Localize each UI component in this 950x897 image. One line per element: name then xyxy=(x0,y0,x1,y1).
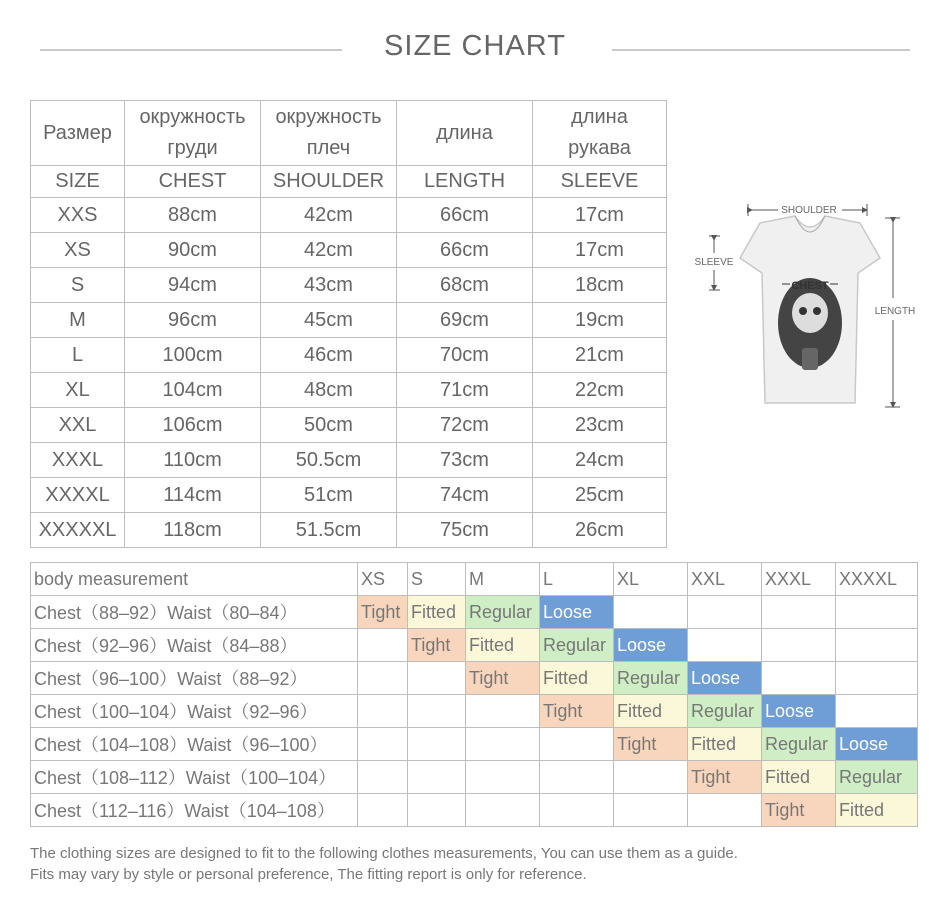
size-cell: 42cm xyxy=(261,233,397,268)
fit-cell xyxy=(466,794,540,827)
size-cell: 43cm xyxy=(261,268,397,303)
size-cell: 17cm xyxy=(533,233,667,268)
size-cell: 66cm xyxy=(397,198,533,233)
size-row xyxy=(31,443,667,478)
fit-cell: Tight xyxy=(408,629,466,662)
fit-cell xyxy=(408,695,466,728)
fit-header-6: XXL xyxy=(688,563,762,596)
size-cell: 90cm xyxy=(125,233,261,268)
size-cell: 18cm xyxy=(533,268,667,303)
sleeve-label: SLEEVE xyxy=(694,257,734,268)
fit-row xyxy=(31,596,918,629)
fit-row xyxy=(31,695,918,728)
size-header-ru-1 xyxy=(125,101,261,166)
size-cell: 110cm xyxy=(125,443,261,478)
fit-cell xyxy=(614,596,688,629)
fit-cell: Loose xyxy=(688,662,762,695)
size-cell: 51cm xyxy=(261,478,397,513)
size-cell: 88cm xyxy=(125,198,261,233)
fit-cell xyxy=(836,629,918,662)
fit-row xyxy=(31,629,918,662)
size-cell: 50.5cm xyxy=(261,443,397,478)
fit-cell: Fitted xyxy=(466,629,540,662)
fit-cell xyxy=(836,596,918,629)
size-row xyxy=(31,373,667,408)
size-cell: 45cm xyxy=(261,303,397,338)
fit-header-8: XXXXL xyxy=(836,563,918,596)
size-cell: 70cm xyxy=(397,338,533,373)
size-header-ru-line: плеч xyxy=(306,137,351,159)
fit-cell xyxy=(408,794,466,827)
size-table xyxy=(30,100,667,548)
size-header-ru-line: окружность xyxy=(275,106,382,128)
fit-cell: Fitted xyxy=(614,695,688,728)
fit-cell: Fitted xyxy=(836,794,918,827)
size-cell: 24cm xyxy=(533,443,667,478)
fit-row xyxy=(31,662,918,695)
fit-cell: Tight xyxy=(762,794,836,827)
size-cell: 42cm xyxy=(261,198,397,233)
note-line-1: The clothing sizes are designed to fit to the following clothes measurements, You can use them as a guide. xyxy=(30,845,738,862)
fit-cell xyxy=(688,629,762,662)
size-row xyxy=(31,408,667,443)
fit-cell: Regular xyxy=(466,596,540,629)
size-cell: 25cm xyxy=(533,478,667,513)
fit-cell xyxy=(408,662,466,695)
fit-cell xyxy=(614,761,688,794)
size-row xyxy=(31,478,667,513)
size-row xyxy=(31,198,667,233)
size-cell: L xyxy=(31,338,125,373)
size-row xyxy=(31,268,667,303)
size-cell: 118cm xyxy=(125,513,261,548)
fit-row-label: Chest（92–96）Waist（84–88） xyxy=(31,629,358,662)
fit-header-7: XXXL xyxy=(762,563,836,596)
fit-cell xyxy=(762,662,836,695)
size-row xyxy=(31,338,667,373)
fit-cell: Loose xyxy=(836,728,918,761)
size-cell: 69cm xyxy=(397,303,533,338)
fit-header-5: XL xyxy=(614,563,688,596)
size-cell: 104cm xyxy=(125,373,261,408)
size-row xyxy=(31,513,667,548)
fit-cell: Fitted xyxy=(540,662,614,695)
shoulder-label: SHOULDER xyxy=(781,205,837,216)
size-cell: 94cm xyxy=(125,268,261,303)
size-header-ru-line: длина xyxy=(436,121,493,144)
size-cell: 71cm xyxy=(397,373,533,408)
fit-row xyxy=(31,728,918,761)
fit-row xyxy=(31,794,918,827)
size-header-ru-4 xyxy=(533,101,667,166)
fit-header-3: M xyxy=(466,563,540,596)
fit-header-0: body measurement xyxy=(31,563,358,596)
fit-cell xyxy=(466,761,540,794)
fit-row-label: Chest（96–100）Waist（88–92） xyxy=(31,662,358,695)
size-header-ru-2 xyxy=(261,101,397,166)
fit-row-label: Chest（88–92）Waist（80–84） xyxy=(31,596,358,629)
fit-cell xyxy=(466,695,540,728)
fit-cell: Tight xyxy=(358,596,408,629)
fit-cell: Tight xyxy=(688,761,762,794)
size-cell: S xyxy=(31,268,125,303)
fit-cell xyxy=(540,728,614,761)
size-cell: 48cm xyxy=(261,373,397,408)
fit-cell xyxy=(358,629,408,662)
size-cell: 72cm xyxy=(397,408,533,443)
fit-cell xyxy=(408,761,466,794)
fit-table xyxy=(30,562,918,827)
fit-cell xyxy=(358,794,408,827)
size-cell: 46cm xyxy=(261,338,397,373)
size-cell: M xyxy=(31,303,125,338)
size-header-ru-line: окружность xyxy=(139,106,246,128)
size-cell: 75cm xyxy=(397,513,533,548)
fit-cell: Loose xyxy=(614,629,688,662)
size-cell: XXXXXL xyxy=(31,513,125,548)
fit-cell: Fitted xyxy=(408,596,466,629)
length-label: LENGTH xyxy=(874,306,916,317)
size-cell: 26cm xyxy=(533,513,667,548)
fit-cell xyxy=(836,695,918,728)
fit-header-1: XS xyxy=(358,563,408,596)
fit-cell xyxy=(358,695,408,728)
size-header-en-0: SIZE xyxy=(31,166,125,198)
fit-cell xyxy=(466,728,540,761)
fit-cell: Loose xyxy=(540,596,614,629)
size-cell: XXXXL xyxy=(31,478,125,513)
size-cell: 74cm xyxy=(397,478,533,513)
size-header-ru-0 xyxy=(31,101,125,166)
fit-cell: Regular xyxy=(540,629,614,662)
fit-row-label: Chest（104–108）Waist（96–100） xyxy=(31,728,358,761)
fit-row-label: Chest（100–104）Waist（92–96） xyxy=(31,695,358,728)
size-cell: 50cm xyxy=(261,408,397,443)
page-title: SIZE CHART xyxy=(384,30,566,62)
size-row xyxy=(31,303,667,338)
size-header-ru-line: Размер xyxy=(43,121,112,144)
size-header-ru-line: груди xyxy=(167,137,218,159)
fit-cell: Fitted xyxy=(762,761,836,794)
size-header-en-1: CHEST xyxy=(125,166,261,198)
size-cell: 96cm xyxy=(125,303,261,338)
tshirt-diagram xyxy=(690,198,930,413)
fit-header-2: S xyxy=(408,563,466,596)
size-cell: 17cm xyxy=(533,198,667,233)
chest-label: CHEST xyxy=(791,280,829,292)
fit-cell xyxy=(614,794,688,827)
size-cell: 100cm xyxy=(125,338,261,373)
size-cell: 73cm xyxy=(397,443,533,478)
size-cell: 114cm xyxy=(125,478,261,513)
fit-cell: Tight xyxy=(614,728,688,761)
fit-cell: Fitted xyxy=(688,728,762,761)
fit-cell: Loose xyxy=(762,695,836,728)
fit-row xyxy=(31,761,918,794)
fit-cell xyxy=(358,662,408,695)
fit-row-label: Chest（112–116）Waist（104–108） xyxy=(31,794,358,827)
fit-cell xyxy=(540,761,614,794)
size-cell: 68cm xyxy=(397,268,533,303)
size-cell: XS xyxy=(31,233,125,268)
size-cell: 19cm xyxy=(533,303,667,338)
size-cell: 106cm xyxy=(125,408,261,443)
size-cell: XL xyxy=(31,373,125,408)
size-cell: XXS xyxy=(31,198,125,233)
size-cell: XXXL xyxy=(31,443,125,478)
fit-cell: Regular xyxy=(614,662,688,695)
fit-cell xyxy=(540,794,614,827)
fit-cell xyxy=(762,596,836,629)
fit-cell xyxy=(408,728,466,761)
fit-cell xyxy=(688,794,762,827)
size-header-ru-line: рукава xyxy=(568,137,631,159)
size-cell: 21cm xyxy=(533,338,667,373)
fit-header-4: L xyxy=(540,563,614,596)
fit-cell xyxy=(688,596,762,629)
size-header-ru-3 xyxy=(397,101,533,166)
size-header-en-3: LENGTH xyxy=(397,166,533,198)
size-header-ru-line: длина xyxy=(571,106,628,128)
note-line-2: Fits may vary by style or personal preference, The fitting report is only for reference. xyxy=(30,866,587,883)
size-cell: XXL xyxy=(31,408,125,443)
fit-cell: Regular xyxy=(688,695,762,728)
fit-cell xyxy=(358,728,408,761)
size-cell: 23cm xyxy=(533,408,667,443)
fit-cell xyxy=(358,761,408,794)
fit-cell xyxy=(762,629,836,662)
size-cell: 22cm xyxy=(533,373,667,408)
size-row xyxy=(31,233,667,268)
size-cell: 51.5cm xyxy=(261,513,397,548)
fit-cell: Tight xyxy=(466,662,540,695)
size-header-en-4: SLEEVE xyxy=(533,166,667,198)
fit-cell xyxy=(836,662,918,695)
fit-cell: Regular xyxy=(762,728,836,761)
size-cell: 66cm xyxy=(397,233,533,268)
fit-cell: Tight xyxy=(540,695,614,728)
fit-cell: Regular xyxy=(836,761,918,794)
fit-row-label: Chest（108–112）Waist（100–104） xyxy=(31,761,358,794)
size-header-en-2: SHOULDER xyxy=(261,166,397,198)
